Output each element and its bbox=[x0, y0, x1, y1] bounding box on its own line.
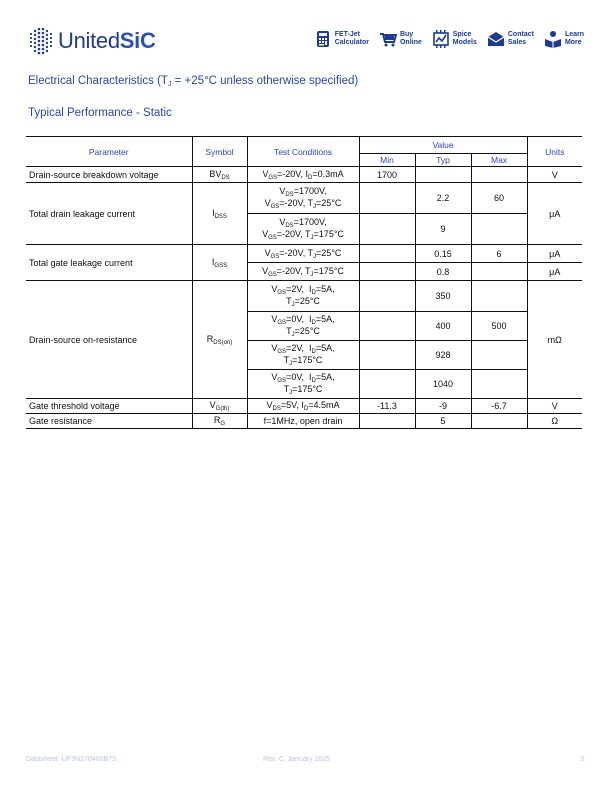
param-cell: Gate resistance bbox=[26, 414, 192, 429]
typ-cell: 0.8 bbox=[415, 263, 471, 281]
logo-wordmark: UnitedSiC bbox=[58, 28, 156, 53]
typ-cell bbox=[415, 167, 471, 183]
learn-more-label: Learn More bbox=[564, 31, 584, 46]
unit-cell: μA bbox=[527, 263, 582, 281]
table-row bbox=[26, 281, 582, 312]
max-cell bbox=[471, 370, 527, 399]
unit-cell: μA bbox=[527, 245, 582, 263]
page-header bbox=[26, 24, 584, 60]
max-cell bbox=[471, 167, 527, 183]
table-row bbox=[26, 245, 582, 263]
symbol-cell: $R_G$ bbox=[192, 414, 247, 429]
learn-more-link[interactable] bbox=[544, 30, 584, 48]
condition-cell: $V_{GS}=0V$, $I_D=5A$, $T_J=25^\circ C$ bbox=[247, 312, 359, 341]
footer-page-number: 3 bbox=[580, 756, 584, 763]
typ-cell: 350 bbox=[415, 281, 471, 312]
typ-cell: 400 bbox=[415, 312, 471, 341]
min-cell bbox=[359, 341, 415, 370]
header-units: Units bbox=[527, 137, 582, 167]
envelope-icon bbox=[487, 30, 505, 48]
max-cell bbox=[471, 414, 527, 429]
buy-online-link[interactable] bbox=[379, 30, 422, 48]
symbol-cell: $I_{GSS}$ bbox=[192, 245, 247, 281]
min-cell bbox=[359, 183, 415, 214]
condition-cell: $V_{DS}=1700V$, $V_{GS}=-20V$, $T_J=175^\circ C$ bbox=[247, 214, 359, 245]
max-cell: 6 bbox=[471, 245, 527, 263]
header-symbol: Symbol bbox=[192, 137, 247, 167]
condition-cell: $V_{GS}=-20V$, $T_J=175^\circ C$ bbox=[247, 263, 359, 281]
unit-cell: V bbox=[527, 167, 582, 183]
typ-cell: 2.2 bbox=[415, 183, 471, 214]
header-links bbox=[314, 30, 584, 48]
typ-cell: 1040 bbox=[415, 370, 471, 399]
condition-cell: $V_{GS}=2V$, $I_D=5A$, $T_J=25^\circ C$ bbox=[247, 281, 359, 312]
min-cell: 1700 bbox=[359, 167, 415, 183]
dot-grid-logo-icon bbox=[28, 26, 54, 56]
max-cell: 60 bbox=[471, 183, 527, 214]
header-parameter: Parameter bbox=[26, 137, 192, 167]
reader-icon bbox=[544, 30, 562, 48]
symbol-cell: $BV_{DS}$ bbox=[192, 167, 247, 183]
unit-cell: mΩ bbox=[527, 281, 582, 399]
condition-cell: $V_{GS}=-20V$, $T_J=25^\circ C$ bbox=[247, 245, 359, 263]
typ-cell: 928 bbox=[415, 341, 471, 370]
table-header-row bbox=[26, 137, 582, 154]
typ-cell: 5 bbox=[415, 414, 471, 429]
param-cell: Drain-source on-resistance bbox=[26, 281, 192, 399]
contact-sales-label: Contact Sales bbox=[507, 31, 534, 46]
electrical-characteristics-heading: Electrical Characteristics ($T_J = +25^\circ C$ unless otherwise specified) bbox=[28, 75, 359, 88]
footer-datasheet-id: Datasheet: UF3N170400B7S bbox=[26, 756, 117, 763]
symbol-cell: $V_{G(th)}$ bbox=[192, 399, 247, 414]
typ-cell: -9 bbox=[415, 399, 471, 414]
fet-jet-calculator-link[interactable] bbox=[314, 30, 369, 48]
unit-cell: μA bbox=[527, 183, 582, 245]
condition-cell: $V_{GS}=2V$, $I_D=5A$, $T_J=175^\circ C$ bbox=[247, 341, 359, 370]
chip-icon bbox=[432, 30, 450, 48]
fet-jet-calculator-label: FET-Jet Calculator bbox=[334, 31, 369, 46]
buy-online-label: Buy Online bbox=[399, 31, 422, 46]
condition-cell: $V_{DS}=1700V$, $V_{GS}=-20V$, $T_J=25^\circ C$ bbox=[247, 183, 359, 214]
max-cell bbox=[471, 214, 527, 245]
header-test-conditions: Test Conditions bbox=[247, 137, 359, 167]
min-cell bbox=[359, 281, 415, 312]
typ-cell: 0.15 bbox=[415, 245, 471, 263]
table-row bbox=[26, 399, 582, 414]
max-cell bbox=[471, 341, 527, 370]
param-cell: Total gate leakage current bbox=[26, 245, 192, 281]
max-cell: 500 bbox=[471, 312, 527, 341]
max-cell bbox=[471, 263, 527, 281]
min-cell bbox=[359, 414, 415, 429]
typical-performance-heading: Typical Performance - Static bbox=[28, 107, 172, 119]
param-cell: Drain-source breakdown voltage bbox=[26, 167, 192, 183]
symbol-cell: $I_{DSS}$ bbox=[192, 183, 247, 245]
max-cell: -6.7 bbox=[471, 399, 527, 414]
condition-cell: $V_{GS}=0V$, $I_D=5A$, $T_J=175^\circ C$ bbox=[247, 370, 359, 399]
min-cell bbox=[359, 214, 415, 245]
min-cell bbox=[359, 370, 415, 399]
cart-icon bbox=[379, 30, 397, 48]
min-cell bbox=[359, 312, 415, 341]
calculator-icon bbox=[314, 30, 332, 48]
condition-cell: f=1MHz, open drain bbox=[247, 414, 359, 429]
condition-cell: $V_{DS}=5V$, $I_D=4.5mA$ bbox=[247, 399, 359, 414]
header-min: Min bbox=[359, 154, 415, 167]
header-value: Value bbox=[359, 137, 527, 154]
unit-cell: V bbox=[527, 399, 582, 414]
max-cell bbox=[471, 281, 527, 312]
spice-models-link[interactable] bbox=[432, 30, 477, 48]
unitedsic-logo[interactable] bbox=[28, 26, 156, 56]
header-typ: Typ bbox=[415, 154, 471, 167]
contact-sales-link[interactable] bbox=[487, 30, 534, 48]
min-cell: -11.3 bbox=[359, 399, 415, 414]
param-cell: Total drain leakage current bbox=[26, 183, 192, 245]
symbol-cell: $R_{DS(on)}$ bbox=[192, 281, 247, 399]
header-max: Max bbox=[471, 154, 527, 167]
min-cell bbox=[359, 245, 415, 263]
spice-models-label: Spice Models bbox=[452, 31, 477, 46]
table-row bbox=[26, 183, 582, 214]
unit-cell: Ω bbox=[527, 414, 582, 429]
table-row bbox=[26, 167, 582, 183]
min-cell bbox=[359, 263, 415, 281]
static-characteristics-table bbox=[26, 136, 582, 429]
param-cell: Gate threshold voltage bbox=[26, 399, 192, 414]
typ-cell: 9 bbox=[415, 214, 471, 245]
condition-cell: $V_{GS}=-20V$, $I_D=0.3mA$ bbox=[247, 167, 359, 183]
footer-revision: Rev. C, January 2025 bbox=[263, 756, 331, 763]
table-row bbox=[26, 414, 582, 429]
